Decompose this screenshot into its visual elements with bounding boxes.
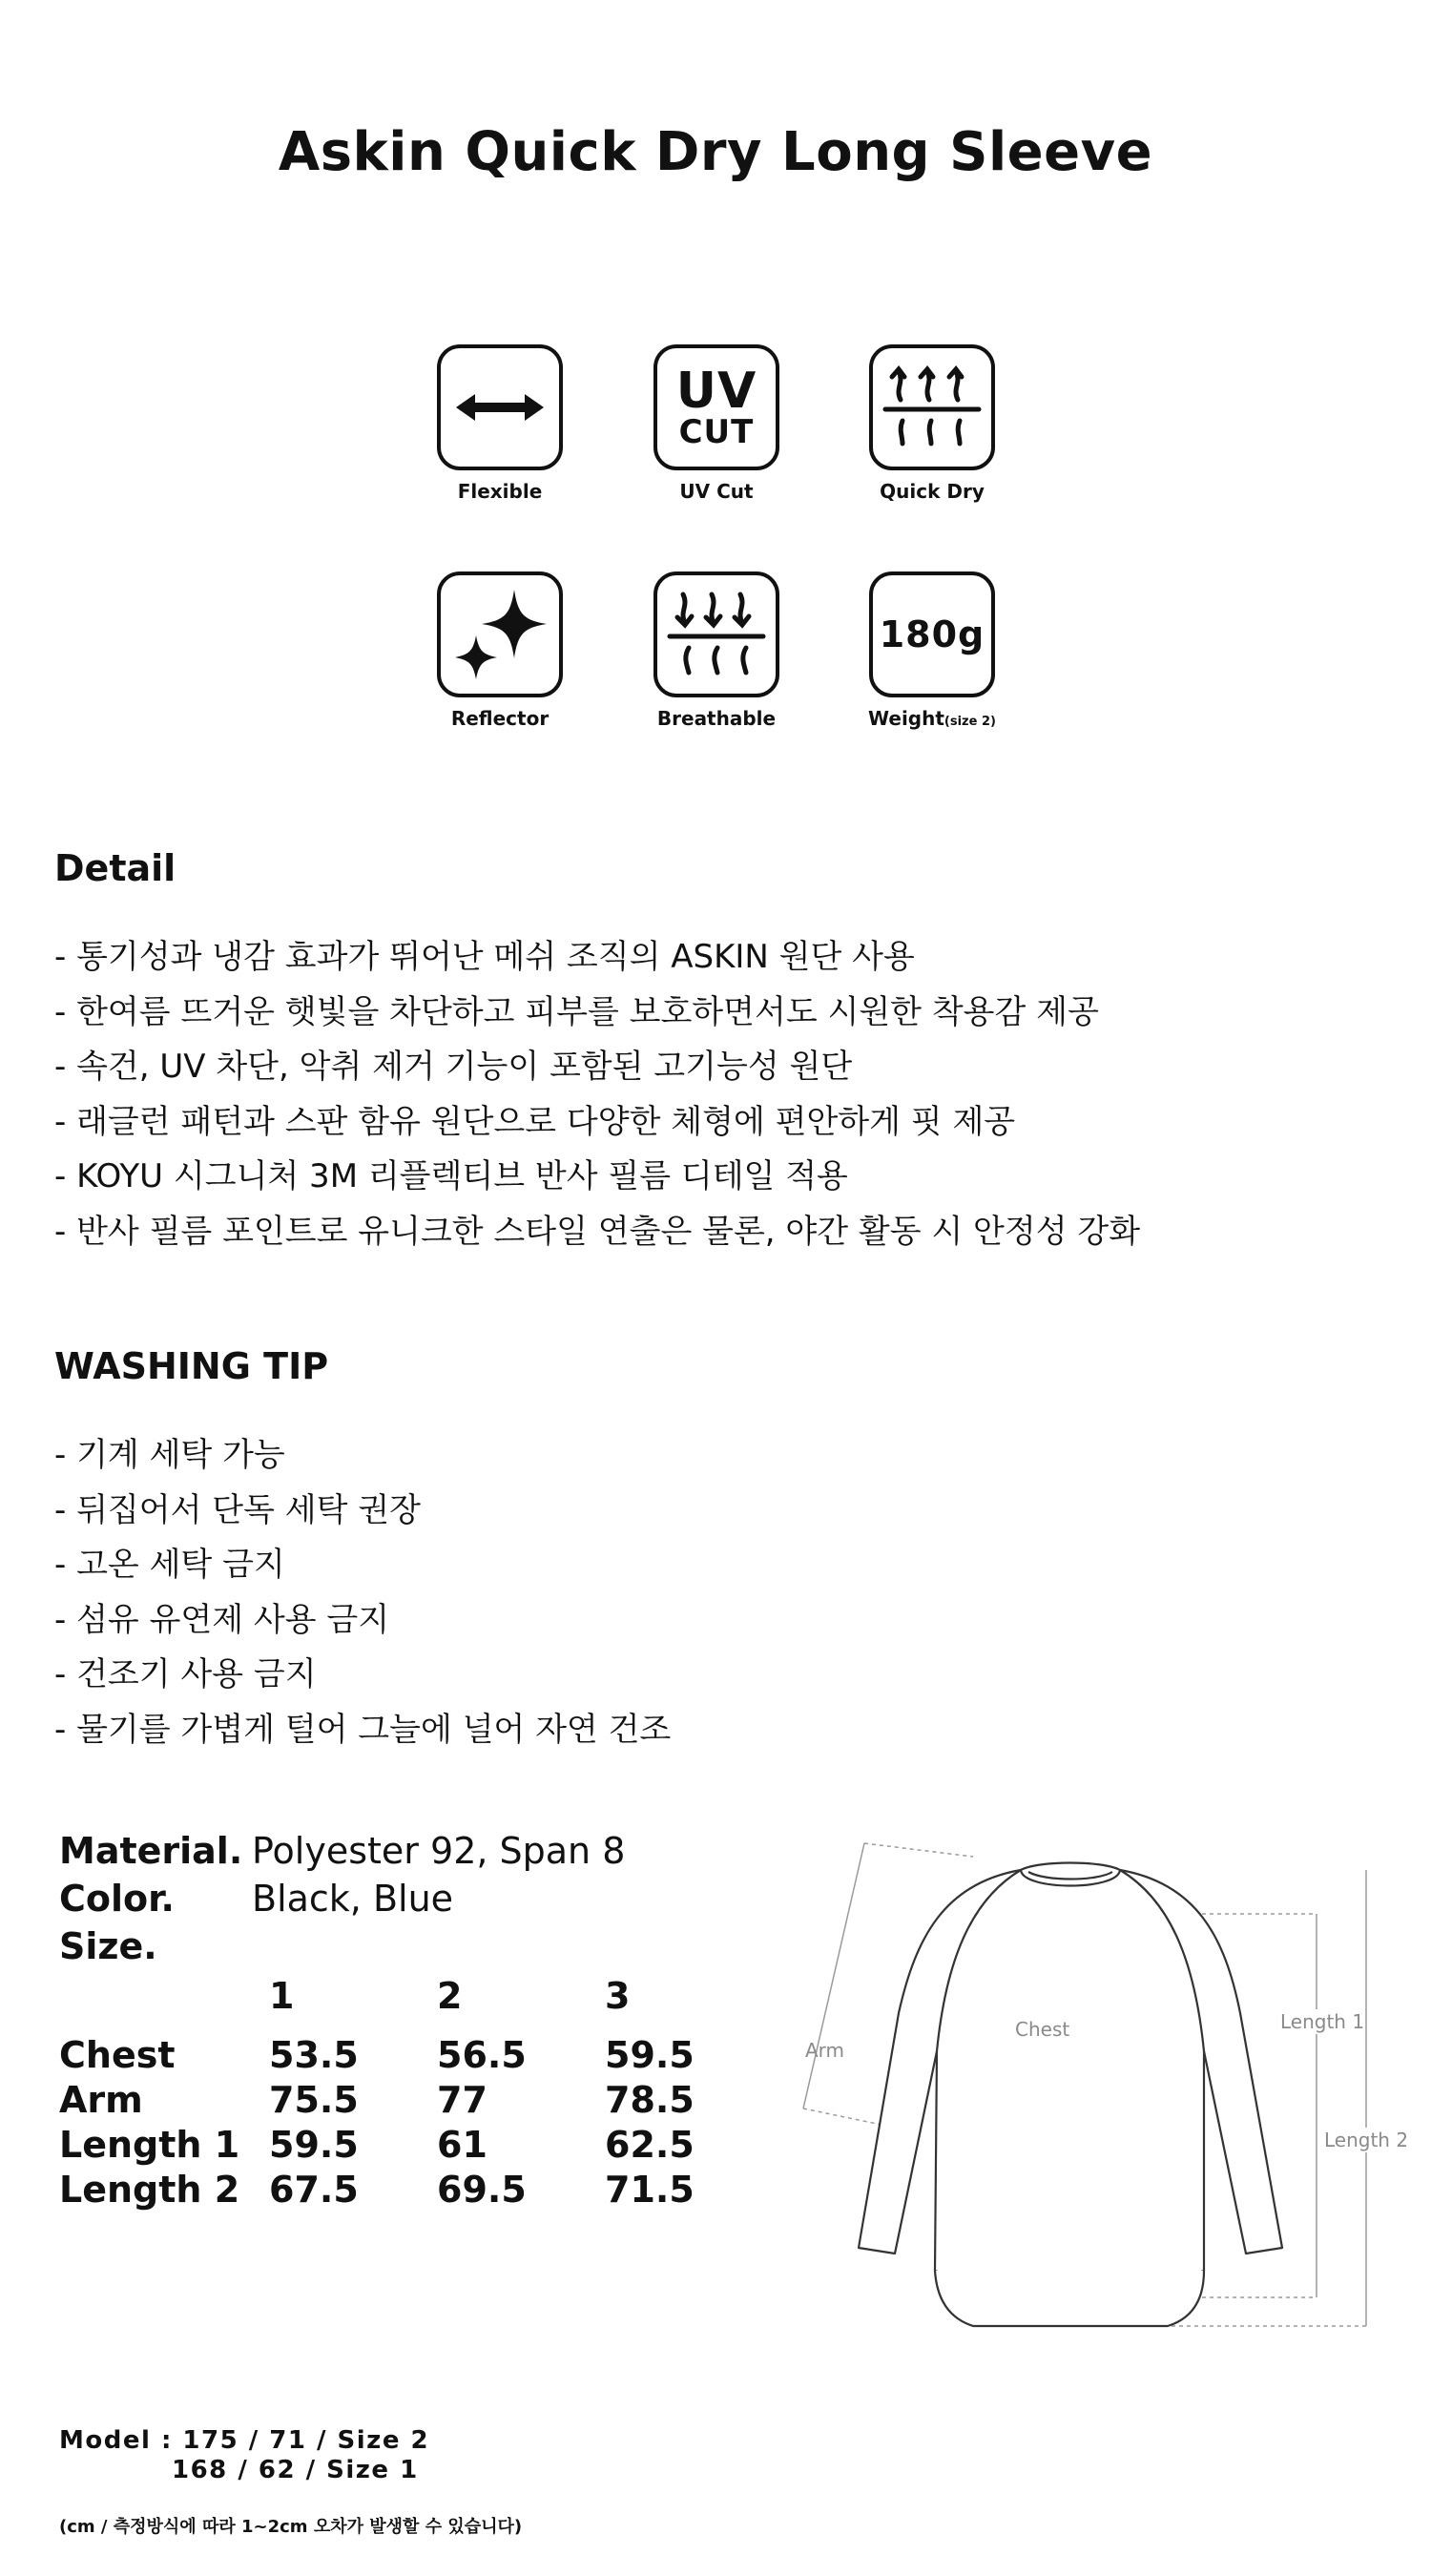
weight-label: Weight [868, 707, 944, 730]
measure-value: 59.5 [605, 2034, 695, 2076]
weight-value: 180g [879, 613, 985, 655]
measure-value: 75.5 [269, 2079, 359, 2121]
measurement-note: (cm / 측정방식에 따라 1~2cm 오차가 발생할 수 있습니다) [59, 2517, 523, 2537]
garment-diagram [782, 1822, 1412, 2357]
feature-breathable [621, 571, 812, 730]
feature-weight [837, 571, 1027, 730]
washing-list [54, 1428, 671, 1757]
measure-name: Length 2 [59, 2169, 240, 2211]
weight-size-note: (size 2) [944, 715, 996, 729]
size-header: 1 [269, 1975, 295, 2017]
measure-value: 56.5 [437, 2034, 527, 2076]
list-item: - 건조기 사용 금지 [54, 1655, 317, 1693]
material-row [59, 1830, 746, 1874]
model-info-line2: 168 / 62 / Size 1 [172, 2456, 419, 2484]
length2-label: Length 2 [1324, 2129, 1409, 2151]
feature-label: Quick Dry [880, 480, 985, 503]
feature-label: UV Cut [679, 480, 754, 503]
measure-value: 77 [437, 2079, 487, 2121]
reflector-sparkle-icon [437, 571, 563, 697]
list-item: - 고온 세탁 금지 [54, 1546, 285, 1584]
length1-label: Length 1 [1280, 2010, 1365, 2033]
feature-label: Breathable [656, 707, 777, 730]
size-row [59, 1925, 746, 1969]
page-title: Askin Quick Dry Long Sleeve [278, 121, 1153, 183]
chest-label: Chest [1015, 2018, 1070, 2041]
feature-quick-dry [837, 344, 1027, 503]
feature-uv-cut [621, 344, 812, 503]
measure-value: 67.5 [269, 2169, 359, 2211]
list-item: - 속건, UV 차단, 악취 제거 기능이 포함된 고기능성 원단 [54, 1048, 853, 1086]
quick-dry-icon [869, 344, 995, 470]
measure-name: Chest [59, 2034, 176, 2076]
list-item: - 반사 필름 포인트로 유니크한 스타일 연출은 물론, 야간 활동 시 안정성 강화 [54, 1212, 1141, 1251]
feature-reflector [404, 571, 595, 730]
color-row [59, 1878, 746, 1922]
measure-name: Arm [59, 2079, 143, 2121]
list-item: - KOYU 시그니처 3M 리플렉티브 반사 필름 디테일 적용 [54, 1157, 848, 1195]
feature-label: Reflector [450, 707, 550, 730]
feature-label [837, 707, 1027, 730]
weight-icon [869, 571, 995, 697]
table-row [59, 2124, 746, 2168]
model-info-line1: Model : 175 / 71 / Size 2 [59, 2426, 430, 2455]
size-header: 3 [605, 1975, 631, 2017]
uv-text: UV [675, 363, 757, 420]
list-item: - 뒤집어서 단독 세탁 권장 [54, 1490, 421, 1529]
color-label: Color. [59, 1878, 175, 1920]
list-item: - 기계 세탁 가능 [54, 1436, 285, 1474]
material-value: Polyester 92, Span 8 [252, 1830, 626, 1872]
color-value: Black, Blue [252, 1878, 454, 1920]
size-label: Size. [59, 1925, 157, 1967]
table-row [59, 2034, 746, 2078]
measure-value: 59.5 [269, 2124, 359, 2166]
measure-name: Length 1 [59, 2124, 240, 2166]
size-header-row [59, 1975, 746, 2019]
measure-value: 62.5 [605, 2124, 695, 2166]
feature-flexible [404, 344, 595, 503]
measure-value: 78.5 [605, 2079, 695, 2121]
table-row [59, 2079, 746, 2123]
list-item: - 통기성과 냉감 효과가 뛰어난 메쉬 조직의 ASKIN 원단 사용 [54, 938, 915, 976]
table-row [59, 2169, 746, 2212]
material-label: Material. [59, 1830, 243, 1872]
size-header: 2 [437, 1975, 463, 2017]
detail-heading: Detail [54, 847, 176, 889]
breathable-icon [653, 571, 779, 697]
detail-list [54, 930, 1140, 1259]
list-item: - 래글런 패턴과 스판 함유 원단으로 다양한 체형에 편안하게 핏 제공 [54, 1102, 1016, 1141]
arm-label: Arm [805, 2039, 845, 2062]
measure-value: 69.5 [437, 2169, 527, 2211]
list-item: - 한여름 뜨거운 햇빛을 차단하고 피부를 보호하면서도 시원한 착용감 제공 [54, 992, 1099, 1031]
flexible-arrow-icon [437, 344, 563, 470]
washing-heading: WASHING TIP [54, 1345, 329, 1387]
measure-value: 61 [437, 2124, 487, 2166]
feature-label: Flexible [457, 480, 543, 503]
cut-text: CUT [678, 413, 755, 451]
measure-value: 71.5 [605, 2169, 695, 2211]
measure-value: 53.5 [269, 2034, 359, 2076]
list-item: - 섬유 유연제 사용 금지 [54, 1600, 390, 1639]
uv-cut-icon [653, 344, 779, 470]
size-table [59, 1975, 746, 2223]
list-item: - 물기를 가볍게 털어 그늘에 널어 자연 건조 [54, 1710, 672, 1749]
